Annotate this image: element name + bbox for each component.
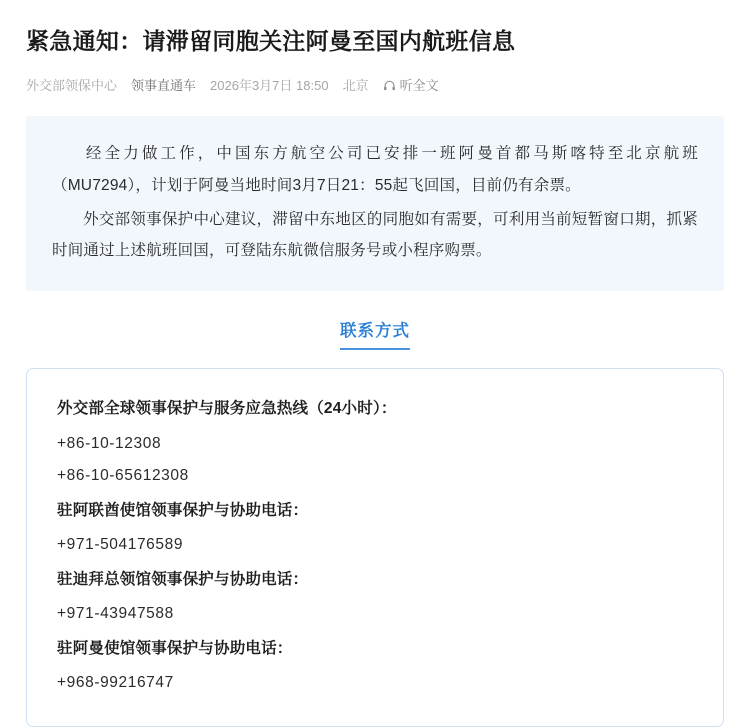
quote-paragraph	[52, 138, 698, 202]
contact-phone-number[interactable]: +971-504176589	[57, 536, 184, 554]
quote-paragraph-text: 经全力做工作，中国东方航空公司已安排一班阿曼首都马斯喀特至北京航班（MU7294），计划于阿曼当地时间3月7日21：55起飞回国，目前仍有余票。	[52, 145, 698, 194]
meta-source: 外交部领保中心	[26, 78, 118, 94]
contact-heading: 驻迪拜总领馆领事保护与协助电话：	[57, 570, 309, 588]
contact-phone-number[interactable]: +968-99216747	[57, 674, 174, 692]
meta-column[interactable]: 领事直通车	[131, 78, 197, 94]
contact-section-header	[26, 317, 724, 350]
contact-info-box	[26, 368, 724, 727]
meta-timestamp: 2026年3月7日 18:50	[210, 78, 329, 94]
contact-heading: 驻阿联酋使馆领事保护与协助电话：	[57, 501, 309, 519]
contact-phone-number[interactable]: +971-43947588	[57, 605, 174, 623]
headphone-icon	[383, 79, 396, 92]
contact-phone-number[interactable]: +86-10-65612308	[57, 467, 189, 485]
quote-paragraph	[52, 204, 698, 268]
listen-label: 听全文	[399, 78, 439, 94]
listen-button[interactable]	[383, 75, 439, 94]
meta-place: 北京	[342, 78, 369, 94]
contact-heading: 外交部全球领事保护与服务应急热线（24小时）：	[57, 400, 397, 418]
page-title: 紧急通知：请滞留同胞关注阿曼至国内航班信息	[26, 28, 516, 54]
section-title: 联系方式	[340, 317, 410, 350]
quote-paragraph-text: 外交部领事保护中心建议，滞留中东地区的同胞如有需要，可利用当前短暂窗口期，抓紧时间通过上述航班回国，可登陆东航微信服务号或小程序购票。	[52, 210, 698, 260]
article-meta	[26, 75, 724, 94]
contact-phone-number[interactable]: +86-10-12308	[57, 434, 162, 452]
contact-heading: 驻阿曼使馆领事保护与协助电话：	[57, 639, 293, 657]
highlight-quote-box	[26, 116, 724, 291]
